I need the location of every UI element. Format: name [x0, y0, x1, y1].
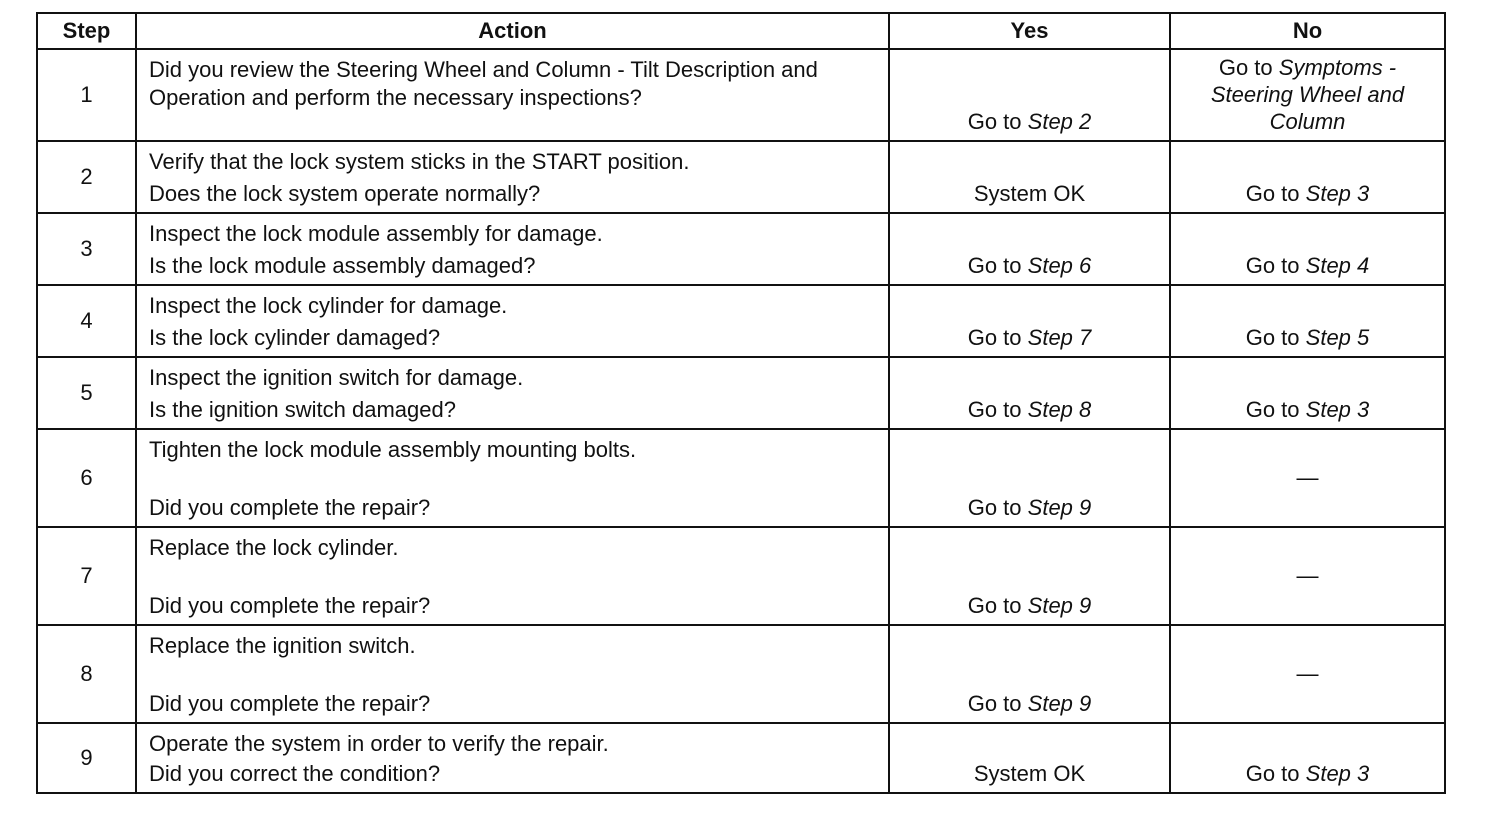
- action-question: Is the lock cylinder damaged?: [149, 325, 441, 350]
- yes-cell: [889, 625, 1170, 723]
- header-action: Action: [136, 13, 889, 49]
- step-number: 3: [37, 213, 136, 285]
- no-cell: [1170, 141, 1445, 213]
- yes-step-link[interactable]: Step 6: [1027, 253, 1092, 278]
- goto-label: Go to: [967, 495, 1022, 520]
- no-cell: [1170, 357, 1445, 429]
- no-dash: —: [1296, 465, 1319, 490]
- no-cell: [1170, 49, 1445, 141]
- no-dash: —: [1296, 563, 1319, 588]
- goto-label: Go to: [967, 593, 1022, 618]
- diagnostic-table: [36, 12, 1446, 794]
- goto-label: Go to: [967, 109, 1022, 134]
- action-instruction: Inspect the lock module assembly for damage.: [149, 221, 603, 246]
- table-row: [37, 285, 1445, 357]
- action-question: Did you complete the repair?: [149, 495, 431, 520]
- action-question: Did you correct the condition?: [149, 761, 441, 786]
- table-row: [37, 141, 1445, 213]
- action-question: Is the lock module assembly damaged?: [149, 253, 536, 278]
- table-row: [37, 429, 1445, 527]
- no-cell: [1170, 285, 1445, 357]
- yes-step-link[interactable]: Step 2: [1027, 109, 1092, 134]
- action-cell: [136, 357, 889, 429]
- table-row: [37, 49, 1445, 141]
- no-symptoms-link-line2[interactable]: Steering Wheel and: [1210, 82, 1405, 107]
- no-dash: —: [1296, 661, 1319, 686]
- action-question: Is the ignition switch damaged?: [149, 397, 456, 422]
- action-cell: [136, 141, 889, 213]
- action-question: Did you complete the repair?: [149, 593, 431, 618]
- action-cell: [136, 49, 889, 141]
- action-instruction: Did you review the Steering Wheel and Column - Tilt Description and Operation and perform the necessary inspections?: [149, 57, 818, 110]
- action-instruction: Inspect the lock cylinder for damage.: [149, 293, 508, 318]
- header-yes: Yes: [889, 13, 1170, 49]
- action-question: Does the lock system operate normally?: [149, 181, 541, 206]
- step-number: 5: [37, 357, 136, 429]
- action-cell: [136, 429, 889, 527]
- step-number: 2: [37, 141, 136, 213]
- table-row: [37, 213, 1445, 285]
- step-number: 8: [37, 625, 136, 723]
- step-number: 6: [37, 429, 136, 527]
- no-cell: [1170, 527, 1445, 625]
- step-number: 4: [37, 285, 136, 357]
- no-step-link[interactable]: Step 3: [1305, 397, 1370, 422]
- yes-result: System OK: [973, 761, 1086, 786]
- action-cell: [136, 213, 889, 285]
- no-step-link[interactable]: Step 4: [1305, 253, 1370, 278]
- goto-label: Go to: [1245, 253, 1300, 278]
- no-step-link[interactable]: Step 3: [1305, 181, 1370, 206]
- yes-step-link[interactable]: Step 7: [1027, 325, 1092, 350]
- action-cell: [136, 625, 889, 723]
- yes-step-link[interactable]: Step 9: [1027, 495, 1092, 520]
- no-symptoms-link[interactable]: Symptoms -: [1278, 55, 1397, 80]
- step-number: 1: [37, 49, 136, 141]
- no-cell: [1170, 625, 1445, 723]
- yes-cell: [889, 429, 1170, 527]
- goto-label: Go to: [967, 397, 1022, 422]
- action-cell: [136, 723, 889, 793]
- action-instruction: Replace the lock cylinder.: [149, 535, 399, 560]
- goto-label: Go to: [1218, 55, 1273, 80]
- yes-step-link[interactable]: Step 9: [1027, 593, 1092, 618]
- table-row: [37, 723, 1445, 793]
- yes-cell: [889, 49, 1170, 141]
- action-cell: [136, 527, 889, 625]
- goto-label: Go to: [967, 253, 1022, 278]
- header-row: [37, 13, 1445, 49]
- yes-cell: [889, 527, 1170, 625]
- goto-label: Go to: [1245, 325, 1300, 350]
- yes-cell: [889, 213, 1170, 285]
- yes-cell: [889, 141, 1170, 213]
- yes-step-link[interactable]: Step 9: [1027, 691, 1092, 716]
- goto-label: Go to: [1245, 761, 1300, 786]
- header-no: No: [1170, 13, 1445, 49]
- goto-label: Go to: [1245, 181, 1300, 206]
- action-instruction: Operate the system in order to verify the repair.: [149, 731, 609, 756]
- step-number: 7: [37, 527, 136, 625]
- header-step: Step: [37, 13, 136, 49]
- action-cell: [136, 285, 889, 357]
- goto-label: Go to: [967, 691, 1022, 716]
- yes-step-link[interactable]: Step 8: [1027, 397, 1092, 422]
- action-instruction: Replace the ignition switch.: [149, 633, 416, 658]
- yes-cell: [889, 285, 1170, 357]
- no-cell: [1170, 429, 1445, 527]
- action-instruction: Inspect the ignition switch for damage.: [149, 365, 524, 390]
- table-row: [37, 527, 1445, 625]
- goto-label: Go to: [1245, 397, 1300, 422]
- yes-cell: [889, 723, 1170, 793]
- action-instruction: Tighten the lock module assembly mounting bolts.: [149, 437, 637, 462]
- no-step-link[interactable]: Step 3: [1305, 761, 1370, 786]
- yes-result: System OK: [973, 181, 1086, 206]
- action-question: Did you complete the repair?: [149, 691, 431, 716]
- no-cell: [1170, 723, 1445, 793]
- action-instruction: Verify that the lock system sticks in the START position.: [149, 149, 690, 174]
- no-symptoms-link-line3[interactable]: Column: [1269, 109, 1346, 134]
- yes-cell: [889, 357, 1170, 429]
- table-row: [37, 625, 1445, 723]
- goto-label: Go to: [967, 325, 1022, 350]
- step-number: 9: [37, 723, 136, 793]
- no-step-link[interactable]: Step 5: [1305, 325, 1370, 350]
- table-row: [37, 357, 1445, 429]
- no-cell: [1170, 213, 1445, 285]
